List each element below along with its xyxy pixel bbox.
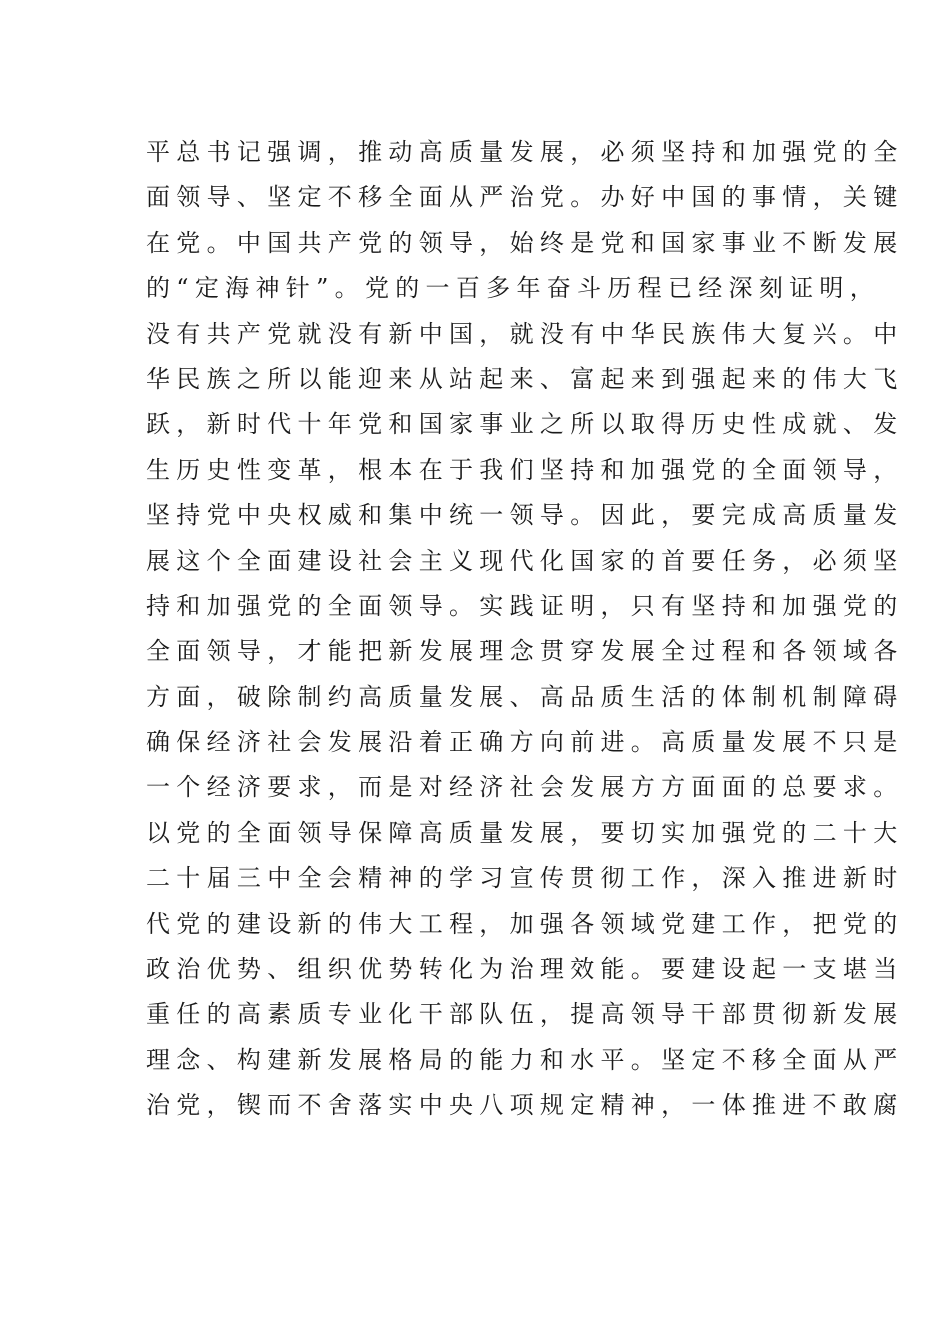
text-line: 政治优势、组织优势转化为治理效能。要建设起一支堪当 xyxy=(146,955,904,984)
body-text xyxy=(146,130,904,1129)
text-line: 重任的高素质专业化干部队伍，提高领导干部贯彻新发展 xyxy=(146,1000,904,1029)
text-line: 理念、构建新发展格局的能力和水平。坚定不移全面从严 xyxy=(146,1045,904,1074)
text-line: 在党。中国共产党的领导，始终是党和国家事业不断发展 xyxy=(146,228,904,257)
text-line: 展这个全面建设社会主义现代化国家的首要任务，必须坚 xyxy=(146,546,904,575)
text-line: 二十届三中全会精神的学习宣传贯彻工作，深入推进新时 xyxy=(146,864,904,893)
text-line: 持和加强党的全面领导。实践证明，只有坚持和加强党的 xyxy=(146,591,904,620)
text-line: 代党的建设新的伟大工程，加强各领域党建工作，把党的 xyxy=(146,909,904,938)
text-line: 以党的全面领导保障高质量发展，要切实加强党的二十大 xyxy=(146,818,904,847)
text-line: 没有共产党就没有新中国，就没有中华民族伟大复兴。中 xyxy=(146,319,904,348)
text-line: 生历史性变革，根本在于我们坚持和加强党的全面领导， xyxy=(146,455,904,484)
text-line: 跃，新时代十年党和国家事业之所以取得历史性成就、发 xyxy=(146,410,904,439)
text-line: 坚持党中央权威和集中统一领导。因此，要完成高质量发 xyxy=(146,501,904,530)
text-line: 平总书记强调，推动高质量发展，必须坚持和加强党的全 xyxy=(146,138,904,166)
text-line: 面领导、坚定不移全面从严治党。办好中国的事情，关键 xyxy=(146,183,904,212)
text-line: 治党，锲而不舍落实中央八项规定精神，一体推进不敢腐 xyxy=(146,1091,904,1120)
text-line: 一个经济要求，而是对经济社会发展方方面面的总要求。 xyxy=(146,773,904,802)
text-line: 确保经济社会发展沿着正确方向前进。高质量发展不只是 xyxy=(146,728,904,757)
text-line: 的“定海神针”。党的一百多年奋斗历程已经深刻证明， xyxy=(146,274,881,303)
text-line: 方面，破除制约高质量发展、高品质生活的体制机制障碍 xyxy=(146,682,904,711)
text-line: 全面领导，才能把新发展理念贯穿发展全过程和各领域各 xyxy=(146,637,904,666)
text-line: 华民族之所以能迎来从站起来、富起来到强起来的伟大飞 xyxy=(146,364,904,393)
